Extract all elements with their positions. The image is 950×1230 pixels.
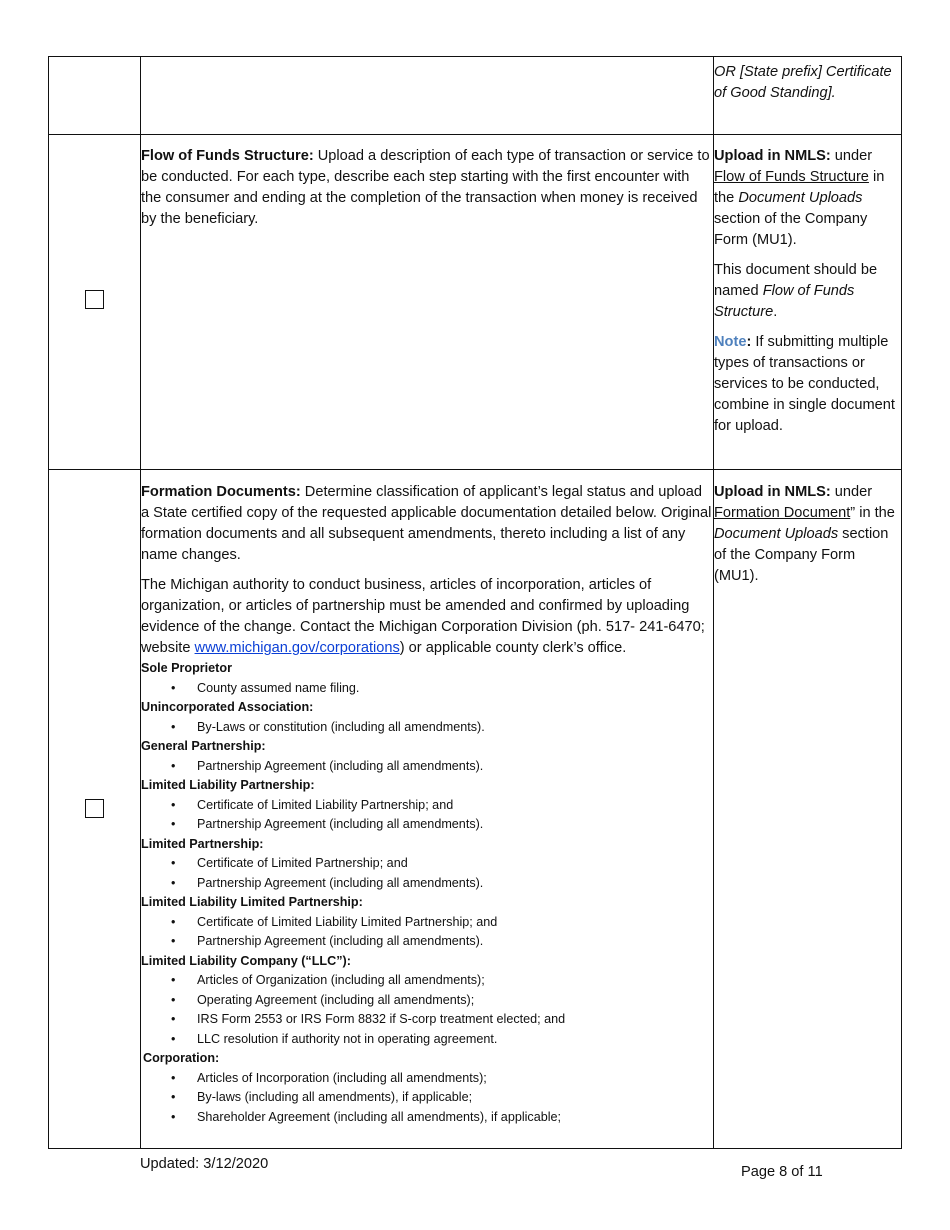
entity-type-heading: Limited Liability Partnership:: [141, 778, 315, 792]
flow-of-funds-structure-link: Flow of Funds Structure: [714, 169, 869, 185]
corporations-website-link[interactable]: www.michigan.gov/corporations: [194, 640, 400, 656]
list-item-text: Partnership Agreement (including all amendments).: [197, 758, 484, 773]
bullet-icon: •: [171, 680, 176, 695]
formation-document-link: Formation Document: [714, 505, 851, 521]
flow-of-funds-title: Flow of Funds Structure:: [141, 148, 314, 164]
bullet-icon: •: [171, 1070, 176, 1085]
list-item-text: Certificate of Limited Partnership; and: [197, 856, 408, 870]
formation-documents-description: Formation Documents: Determine classification of applicant’s legal status and upload a State certified copy of the requested applicable documentation detailed below. Original formation documents and all subsequent amendments, thereto including a list of any name changes.: [141, 484, 712, 563]
bullet-icon: •: [171, 992, 176, 1007]
entity-type-heading: Corporation:: [143, 1051, 220, 1065]
list-item-text: County assumed name filing.: [197, 680, 360, 695]
list-item-text: Partnership Agreement (including all amendments).: [197, 934, 484, 948]
upload-instruction: Upload in NMLS: under Flow of Funds Structure in the Document Uploads section of the Company Form (MU1).: [714, 148, 885, 248]
requirement-list: [141, 854, 713, 893]
entity-type-heading: General Partnership:: [141, 739, 266, 753]
requirement-list: [141, 796, 713, 835]
list-item: [141, 718, 713, 738]
requirements-table: [48, 56, 902, 1149]
requirement-list: [141, 757, 713, 777]
entity-type-heading: Limited Partnership:: [141, 836, 264, 851]
good-standing-text: OR [State prefix] Certificate of Good Standing].: [714, 64, 892, 101]
bullet-icon: •: [171, 817, 176, 831]
list-item-text: Shareholder Agreement (including all amendments), if applicable;: [197, 1109, 562, 1124]
bullet-icon: •: [171, 758, 176, 773]
bullet-icon: •: [171, 1090, 176, 1104]
description-cell: [141, 135, 714, 470]
bullet-icon: •: [171, 973, 176, 987]
bullet-icon: •: [171, 1012, 176, 1026]
list-item-text: By-Laws or constitution (including all amendments).: [197, 719, 485, 734]
bullet-icon: •: [171, 797, 176, 812]
description-cell: [141, 470, 714, 1149]
bullet-icon: •: [171, 934, 176, 948]
list-item-text: Articles of Incorporation (including all amendments);: [197, 1070, 487, 1085]
note-label: Note: [714, 334, 747, 350]
list-item: [141, 913, 713, 933]
page-number: Page 8 of 11: [741, 1164, 823, 1180]
list-item: [141, 1010, 713, 1030]
requirement-list: [141, 913, 713, 952]
list-item-text: Partnership Agreement (including all amendments).: [197, 817, 484, 831]
list-item: [141, 1088, 713, 1108]
checkbox-cell: [49, 470, 141, 1149]
entity-type-list: [141, 659, 713, 1127]
requirement-list: [141, 1069, 713, 1128]
table-row: [49, 57, 902, 135]
list-item: [141, 874, 713, 894]
updated-date: Updated: 3/12/2020: [140, 1156, 269, 1172]
entity-type-heading: Limited Liability Company (“LLC”):: [141, 953, 351, 968]
list-item-text: Certificate of Limited Liability Limited Partnership; and: [197, 914, 498, 929]
bullet-icon: •: [171, 1031, 176, 1046]
bullet-icon: •: [171, 1109, 176, 1124]
bullet-icon: •: [171, 914, 176, 929]
list-item-text: LLC resolution if authority not in operating agreement.: [197, 1031, 498, 1046]
list-item: [141, 991, 713, 1011]
list-item: [141, 757, 713, 777]
flow-of-funds-checkbox[interactable]: [85, 290, 104, 309]
list-item: [141, 815, 713, 835]
entity-type-heading: Limited Liability Limited Partnership:: [141, 895, 363, 909]
requirement-list: [141, 718, 713, 738]
instructions-cell: [714, 57, 902, 135]
requirement-list: [141, 971, 713, 1049]
list-item-text: By-laws (including all amendments), if applicable;: [197, 1090, 473, 1104]
table-row: [49, 470, 902, 1149]
list-item: [141, 932, 713, 952]
table-row: [49, 135, 902, 470]
description-cell: [141, 57, 714, 135]
bullet-icon: •: [171, 875, 176, 890]
entity-type-heading: Unincorporated Association:: [141, 700, 314, 714]
list-item-text: Partnership Agreement (including all amendments).: [197, 875, 484, 890]
checkbox-cell: [49, 57, 141, 135]
checkbox-cell: [49, 135, 141, 470]
list-item: [141, 1069, 713, 1089]
note-text: Note: If submitting multiple types of transactions or services to be conducted, combine in single document for upload.: [714, 334, 895, 434]
upload-instruction: Upload in NMLS: under Formation Document” in the Document Uploads section of the Company Form (MU1).: [714, 484, 895, 584]
list-item: [141, 971, 713, 991]
list-item: [141, 679, 713, 699]
list-item: [141, 796, 713, 816]
bullet-icon: •: [171, 856, 176, 870]
formation-documents-checkbox[interactable]: [85, 799, 104, 818]
list-item-text: Articles of Organization (including all amendments);: [197, 973, 485, 987]
entity-type-heading: Sole Proprietor: [141, 661, 232, 675]
formation-documents-title: Formation Documents:: [141, 484, 301, 500]
list-item: [141, 1030, 713, 1050]
instructions-cell: [714, 135, 902, 470]
bullet-icon: •: [171, 719, 176, 734]
list-item: [141, 854, 713, 874]
list-item-text: Certificate of Limited Liability Partnership; and: [197, 797, 454, 812]
list-item-text: Operating Agreement (including all amendments);: [197, 992, 475, 1007]
flow-of-funds-description: Flow of Funds Structure: Upload a description of each type of transaction or service to be conducted. For each type, describe each step starting with the first encounter with the consumer and ending at the completion of the transaction when money is received by the beneficiary.: [141, 148, 710, 227]
instructions-cell: [714, 470, 902, 1149]
list-item: [141, 1108, 713, 1128]
michigan-authority-text: The Michigan authority to conduct business, articles of incorporation, articles of organization, or articles of partnership must be amended and confirmed by uploading evidence of the change. Contact the Michigan Corporation Division (ph. 517- 241-6470; website www.michigan.gov/corporations) or applicable county clerk’s office.: [141, 577, 705, 656]
naming-instruction: This document should be named Flow of Funds Structure.: [714, 262, 878, 320]
requirement-list: [141, 679, 713, 699]
list-item-text: IRS Form 2553 or IRS Form 8832 if S-corp treatment elected; and: [197, 1012, 566, 1026]
